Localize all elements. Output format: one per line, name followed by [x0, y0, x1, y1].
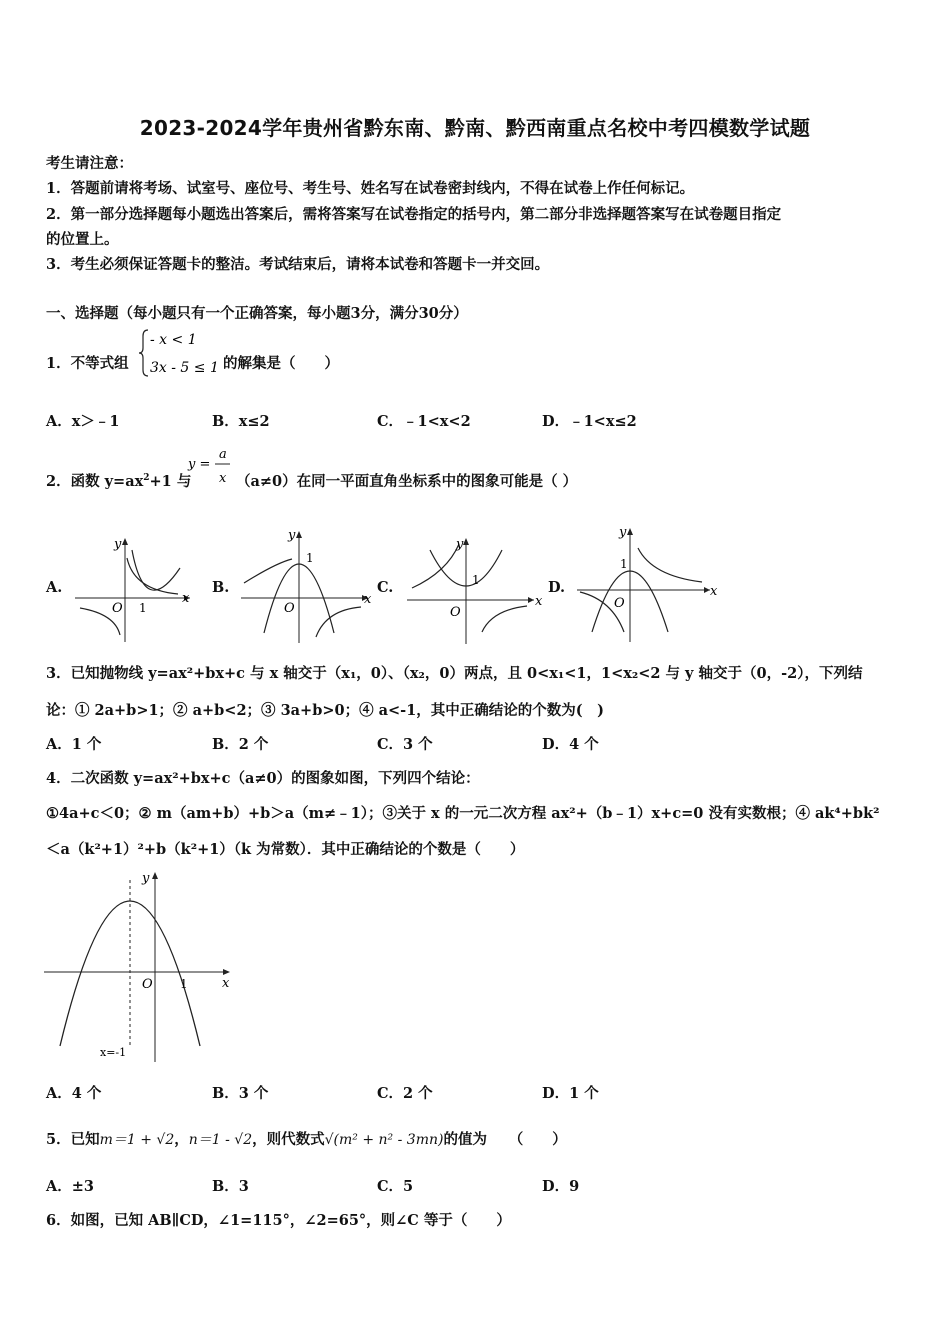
question-3-line2: 论：① 2a+b>1；② a+b<2；③ 3a+b>0；④ a<-1，其中正确结论的个数为( ) [46, 702, 605, 719]
x-axis-label: x [222, 976, 230, 991]
origin-label: O [450, 605, 461, 620]
question-1-prefix: 1．不等式组 [46, 355, 129, 372]
notice-item: 2．第一部分选择题每小题选出答案后，需将答案写在试卷指定的括号内，第二部分非选择题答案写在试卷题目指定 [46, 206, 782, 223]
graph-b [236, 525, 376, 645]
question-4-line2: ①4a+c＜0；② m（am+b）+b＞a（m≠﹣1）；③关于 x 的一元二次方程 ax²+（b﹣1）x+c=0 没有实数根；④ ak⁴+bk² [46, 805, 880, 822]
section-heading: 一、选择题（每小题只有一个正确答案，每小题3分，满分30分） [46, 305, 468, 322]
question-3-line1: 3．已知抛物线 y=ax²+bx+c 与 x 轴交于（x₁，0）、（x₂，0）两点，且 0<x₁<1，1<x₂<2 与 y 轴交于（0，-2），下列结 [46, 665, 863, 682]
origin-label: O [614, 596, 625, 611]
notice-item: 1．答题前请将考场、试室号、座位号、考生号、姓名写在试卷密封线内，不得在试卷上作任何标记。 [46, 180, 695, 197]
x-axis-label: x [535, 594, 543, 609]
one-label: 1 [472, 573, 480, 587]
y-axis-label: y [114, 537, 122, 552]
q3-option-c: C．3 个 [377, 736, 433, 753]
q3-option-b: B．2 个 [212, 736, 269, 753]
q5-n-expr: n＝1 - √2 [188, 1132, 253, 1148]
hyperbola-branch [482, 606, 527, 632]
fraction-lhs: y = [188, 457, 211, 472]
x-axis-label: x [182, 591, 190, 606]
question-4-line3: ＜a（k²+1）²+b（k²+1）（k 为常数）．其中正确结论的个数是（ ） [46, 841, 525, 858]
q5-prefix: 5．已知 [46, 1131, 100, 1148]
q5-option-a: A．±3 [46, 1178, 94, 1195]
q1-option-c: C．﹣1<x<2 [377, 413, 471, 430]
origin-label: O [142, 977, 153, 992]
fraction-y-a-over-x [186, 444, 234, 490]
q5-mid: ，则代数式 [252, 1131, 325, 1148]
symmetry-label: x=-1 [100, 1046, 127, 1059]
q4-option-c: C．2 个 [377, 1085, 433, 1102]
question-4-line1: 4．二次函数 y=ax²+bx+c（a≠0）的图象如图，下列四个结论： [46, 770, 480, 787]
one-label: 1 [306, 551, 314, 565]
x-axis-label: x [710, 584, 718, 599]
hyperbola-branch [244, 559, 292, 583]
inequality-system [138, 326, 228, 380]
question-6-text: 6．如图，已知 AB∥CD，∠1=115°，∠2=65°，则∠C 等于（ ） [46, 1212, 511, 1229]
q5-option-c: C．5 [377, 1178, 414, 1195]
q2-label-d: D. [548, 579, 566, 596]
notice-item: 的位置上。 [46, 231, 119, 248]
page-title: 2023-2024学年贵州省黔东南、黔南、黔西南重点名校中考四模数学试题 [139, 116, 811, 140]
one-label: 1 [620, 557, 628, 571]
x-axis-label: x [364, 592, 372, 607]
fraction-denominator: x [219, 471, 227, 486]
inequality-1: - x < 1 [150, 332, 197, 348]
question-1-suffix: 的解集是（ ） [223, 355, 339, 372]
q1-option-d: D．﹣1<x≤2 [542, 413, 637, 430]
notice-item: 3．考生必须保证答题卡的整洁。考试结束后，请将本试卷和答题卡一并交回。 [46, 256, 550, 273]
graph-c [402, 532, 547, 645]
notice-heading: 考生请注意： [46, 155, 133, 172]
q2-label-a: A. [46, 579, 63, 596]
q3-option-a: A．1 个 [46, 736, 102, 753]
inequality-2: 3x - 5 ≤ 1 [150, 360, 219, 376]
q1-option-b: B．x≤2 [212, 413, 270, 430]
q5-m-expr: m＝1 + √2 [99, 1132, 175, 1148]
q2-sup: 2 [143, 473, 150, 484]
q2-label-c: C. [377, 579, 394, 596]
q4-option-a: A．4 个 [46, 1085, 102, 1102]
graph-a [70, 530, 200, 645]
fraction-numerator: a [219, 447, 227, 462]
q5-option-b: B．3 [212, 1178, 249, 1195]
y-axis-label: y [288, 528, 296, 543]
q5-suffix: 的值为 （ ） [443, 1131, 567, 1148]
q1-option-a: A．x＞﹣1 [46, 413, 120, 430]
q4-option-d: D．1 个 [542, 1085, 599, 1102]
one-label: 1 [139, 601, 147, 615]
question-2-text [46, 470, 191, 491]
y-axis-label: y [142, 871, 150, 886]
question-5-text: 5．已知m＝1 + √2，n＝1 - √2，则代数式√(m² + n² - 3mn)的值为 （ ） [46, 1131, 567, 1148]
q2-label-b: B. [212, 579, 230, 596]
q2-mid: +1 与 [149, 473, 192, 490]
q3-option-d: D．4 个 [542, 736, 599, 753]
one-label: 1 [180, 977, 188, 991]
q4-parabola-graph [42, 866, 237, 1064]
q5-root-expr: √(m² + n² - 3mn) [324, 1132, 444, 1148]
q5-option-d: D．9 [542, 1178, 580, 1195]
hyperbola-branch [638, 548, 702, 582]
q2-prefix: 2．函数 y=ax [46, 473, 144, 490]
origin-label: O [284, 601, 295, 616]
y-axis-label: y [619, 525, 627, 540]
graph-d [572, 520, 722, 645]
origin-label: O [112, 601, 123, 616]
hyperbola-branch [316, 607, 361, 637]
q4-option-b: B．3 个 [212, 1085, 269, 1102]
hyperbola-branch [412, 544, 459, 588]
parabola-curve [132, 550, 180, 590]
q2-suffix: （a≠0）在同一平面直角坐标系中的图象可能是（ ） [236, 473, 578, 490]
y-axis-label: y [456, 537, 464, 552]
